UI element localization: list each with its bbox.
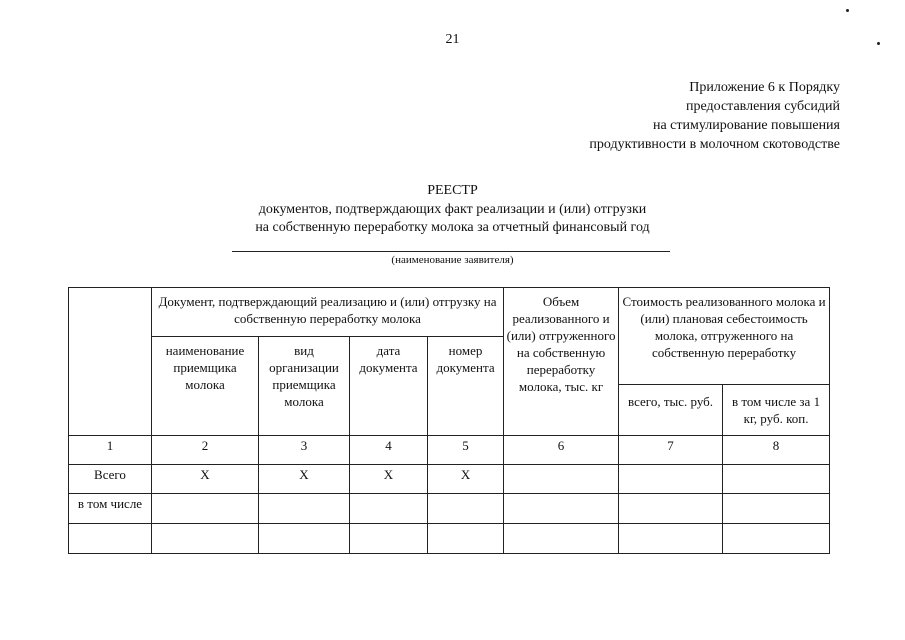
appendix-line: на стимулирование повышения <box>652 118 840 133</box>
header-total-cost: всего, тыс. руб. <box>619 385 723 436</box>
table-cell <box>723 494 830 524</box>
column-number: 3 <box>259 436 350 465</box>
row-label-total: Всего <box>69 465 152 494</box>
table-cell <box>428 494 504 524</box>
header-per-kg: в том числе за 1 кг, руб. коп. <box>723 385 830 436</box>
subtitle-line: документов, подтверждающих факт реализации и (или) отгрузки <box>258 202 647 217</box>
header-empty-cell <box>69 288 152 436</box>
column-number: 6 <box>504 436 619 465</box>
table-row <box>69 524 830 554</box>
appendix-reference <box>589 78 840 154</box>
header-volume: Объем реализованного и (или) отгруженного на собственную переработку молока, тыс. кг <box>504 288 619 436</box>
column-number: 2 <box>152 436 259 465</box>
table-cell: X <box>152 465 259 494</box>
table-cell <box>259 524 350 554</box>
table-cell <box>619 524 723 554</box>
table-row <box>69 494 830 524</box>
applicant-caption: (наименование заявителя) <box>391 254 514 266</box>
scan-speck <box>877 42 880 45</box>
table-cell: X <box>428 465 504 494</box>
table-cell: X <box>350 465 428 494</box>
table-cell: X <box>259 465 350 494</box>
table-cell <box>504 465 619 494</box>
table-cell <box>619 465 723 494</box>
table-cell <box>504 524 619 554</box>
column-number-row <box>69 436 830 465</box>
table-cell <box>428 524 504 554</box>
header-document-group: Документ, подтверждающий реализацию и (или) отгрузку на собственную переработку молока <box>152 288 504 337</box>
column-number: 8 <box>723 436 830 465</box>
row-label-blank <box>69 524 152 554</box>
appendix-line: предоставления субсидий <box>685 99 840 114</box>
appendix-line: Приложение 6 к Порядку <box>689 80 840 95</box>
table-cell <box>152 524 259 554</box>
registry-table <box>68 287 830 554</box>
appendix-line: продуктивности в молочном скотоводстве <box>589 137 840 152</box>
table-cell <box>259 494 350 524</box>
applicant-name-line <box>232 251 670 252</box>
header-receiver-name: наименование приемщика молока <box>152 337 259 436</box>
table-cell <box>619 494 723 524</box>
document-title: РЕЕСТР <box>427 183 478 198</box>
table-cell <box>350 524 428 554</box>
header-doc-number: номер документа <box>428 337 504 436</box>
table-row <box>69 465 830 494</box>
scan-speck <box>846 9 849 12</box>
table-cell <box>350 494 428 524</box>
column-number: 1 <box>69 436 152 465</box>
column-number: 4 <box>350 436 428 465</box>
header-cost-group: Стоимость реализованного молока и (или) плановая себестоимость молока, отгруженного на собственную переработку <box>619 288 830 385</box>
table-cell <box>152 494 259 524</box>
header-org-type: вид организации приемщика молока <box>259 337 350 436</box>
page-number: 21 <box>445 32 460 47</box>
document-subtitle <box>0 201 905 237</box>
row-label-including: в том числе <box>69 494 152 524</box>
table-cell <box>504 494 619 524</box>
table-cell <box>723 465 830 494</box>
subtitle-line: на собственную переработку молока за отчетный финансовый год <box>255 220 650 235</box>
column-number: 5 <box>428 436 504 465</box>
table-cell <box>723 524 830 554</box>
column-number: 7 <box>619 436 723 465</box>
header-doc-date: дата документа <box>350 337 428 436</box>
